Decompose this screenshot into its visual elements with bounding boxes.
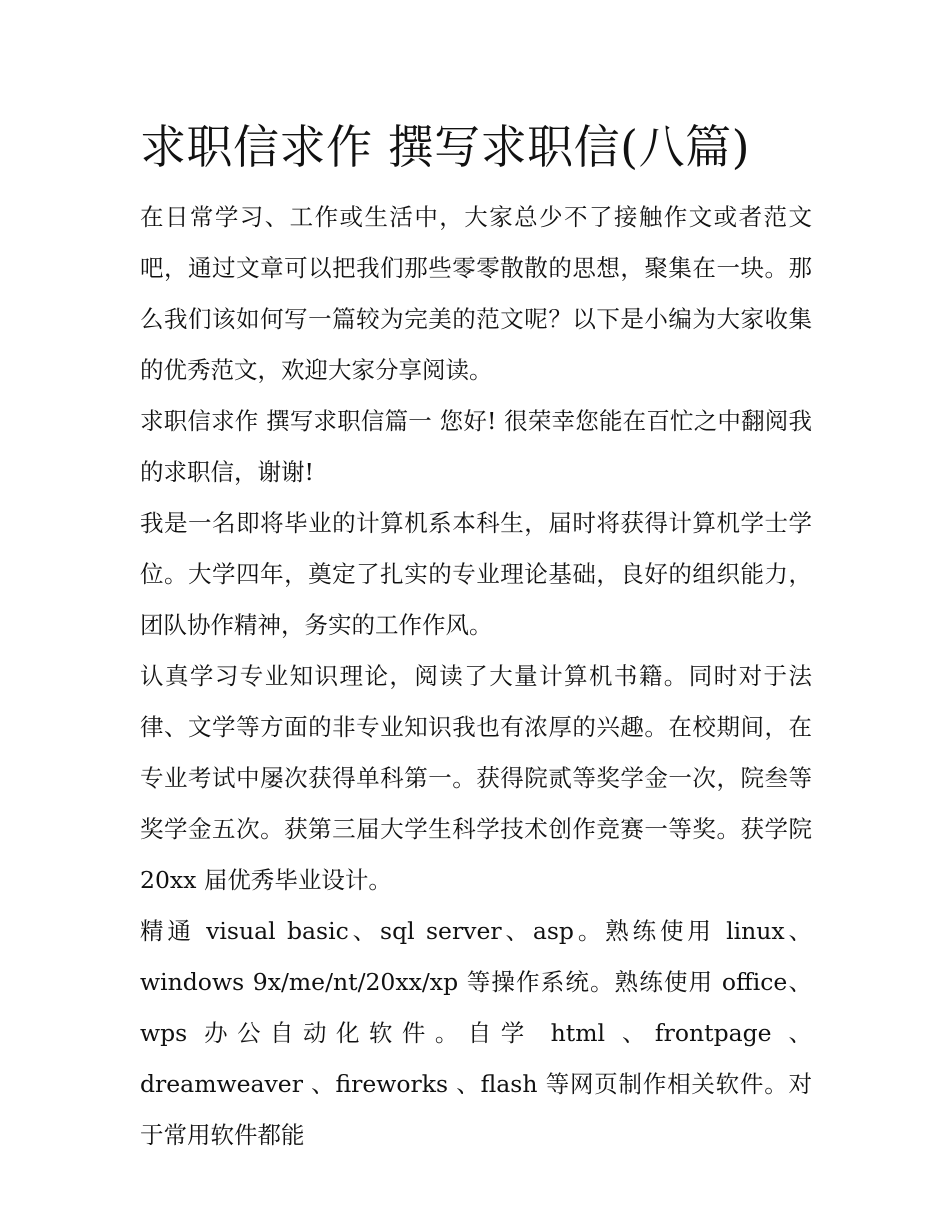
document-page — [140, 112, 812, 1161]
greeting-paragraph: 求职信求作 撰写求职信篇一 您好! 很荣幸您能在百忙之中翻阅我的求职信，谢谢! — [140, 407, 812, 486]
achievements-paragraph: 认真学习专业知识理论，阅读了大量计算机书籍。同时对于法律、文学等方面的非专业知识我也有浓厚的兴趣。在校期间，在专业考试中屡次获得单科第一。获得院贰等奖学金一次，院叁等奖学金五次。获第三届大学生科学技术创作竞赛一等奖。获学院 20xx 届优秀毕业设计。 — [140, 662, 812, 894]
skills-paragraph: 精通 visual basic、sql server、asp。熟练使用 linux、windows 9x/me/nt/20xx/xp 等操作系统。熟练使用 office、wps 办公自动化软件。自学 html 、frontpage 、dreamweaver 、fireworks 、flash 等网页制作相关软件。对于常用软件都能 — [140, 917, 812, 1149]
document-title: 求职信求作 撰写求职信(八篇) — [140, 120, 751, 174]
intro-paragraph: 在日常学习、工作或生活中，大家总少不了接触作文或者范文吧，通过文章可以把我们那些零零散散的思想，聚集在一块。那么我们该如何写一篇较为完美的范文呢？以下是小编为大家收集的优秀范文，欢迎大家分享阅读。 — [140, 203, 812, 384]
background-paragraph: 我是一名即将毕业的计算机系本科生，届时将获得计算机学士学位。大学四年，奠定了扎实的专业理论基础，良好的组织能力，团队协作精神，务实的工作作风。 — [140, 509, 812, 639]
